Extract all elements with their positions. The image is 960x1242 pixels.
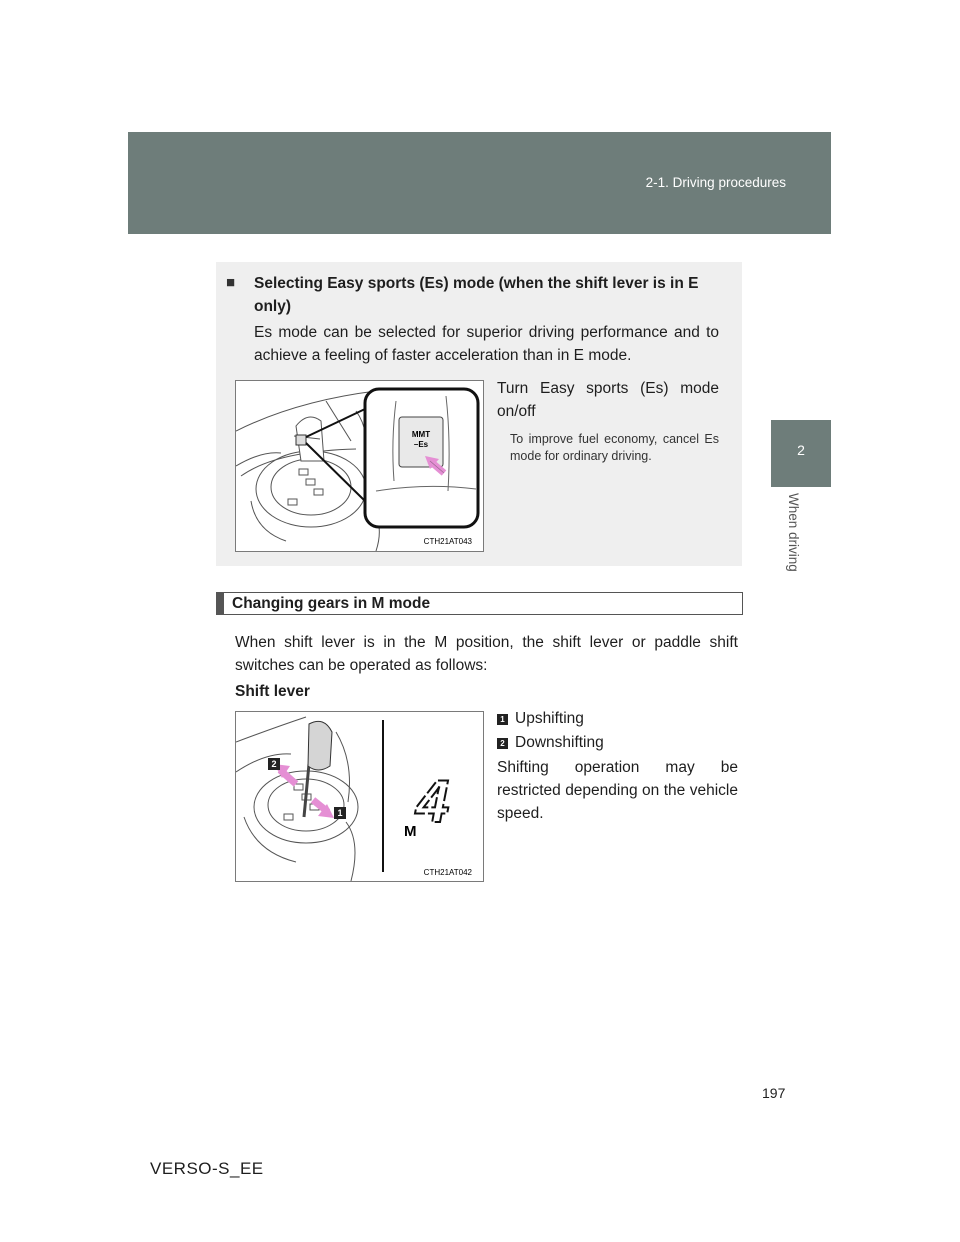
chapter-number: 2 — [797, 442, 805, 458]
es-switch-caption: Turn Easy sports (Es) mode on/off — [497, 380, 719, 420]
list-item-label: Downshifting — [515, 734, 604, 751]
list-item-label: Upshifting — [515, 710, 584, 727]
list-item-downshifting — [497, 731, 738, 755]
list-item-upshifting — [497, 707, 738, 731]
callout-1-badge: 1 — [337, 808, 343, 818]
es-mode-description: Es mode can be selected for superior driving performance and to achieve a feeling of faster acceleration than in E mode. — [254, 324, 719, 364]
es-mode-heading: Selecting Easy sports (Es) mode (when the shift lever is in E only) — [254, 275, 699, 315]
callout-2-badge: 2 — [271, 759, 277, 769]
document-code: VERSO-S_EE — [150, 1159, 264, 1178]
number-badge: 1 — [497, 714, 508, 725]
image-code: CTH21AT042 — [423, 868, 472, 877]
shift-lever-heading: Shift lever — [235, 683, 310, 700]
es-switch-illustration — [235, 380, 484, 552]
section-title: 2-1. Driving procedures — [645, 175, 786, 190]
m-mode-section-title: Changing gears in M mode — [232, 595, 431, 612]
switch-label-es: –Es — [413, 440, 429, 449]
shift-operation-list — [497, 707, 738, 755]
es-fuel-note: To improve fuel economy, cancel Es mode for ordinary driving. — [510, 432, 719, 463]
m-mode-section-header — [216, 592, 743, 615]
chapter-tab — [771, 420, 831, 487]
shift-restriction-note: Shifting operation may be restricted depending on the vehicle speed. — [497, 759, 738, 822]
shift-lever-illustration — [235, 711, 484, 882]
display-mode-letter: M — [404, 823, 417, 840]
number-badge: 2 — [497, 738, 508, 749]
chapter-label: When driving — [786, 493, 801, 572]
bullet-square: ■ — [226, 274, 236, 291]
image-code: CTH21AT043 — [423, 537, 472, 546]
chapter-header — [128, 132, 831, 234]
switch-label-mmt: MMT — [411, 430, 431, 439]
display-gear-number: 4 — [416, 768, 450, 835]
page-number: 197 — [762, 1085, 786, 1101]
m-mode-description: When shift lever is in the M position, the shift lever or paddle shift switches can be operated as follows: — [235, 634, 738, 674]
